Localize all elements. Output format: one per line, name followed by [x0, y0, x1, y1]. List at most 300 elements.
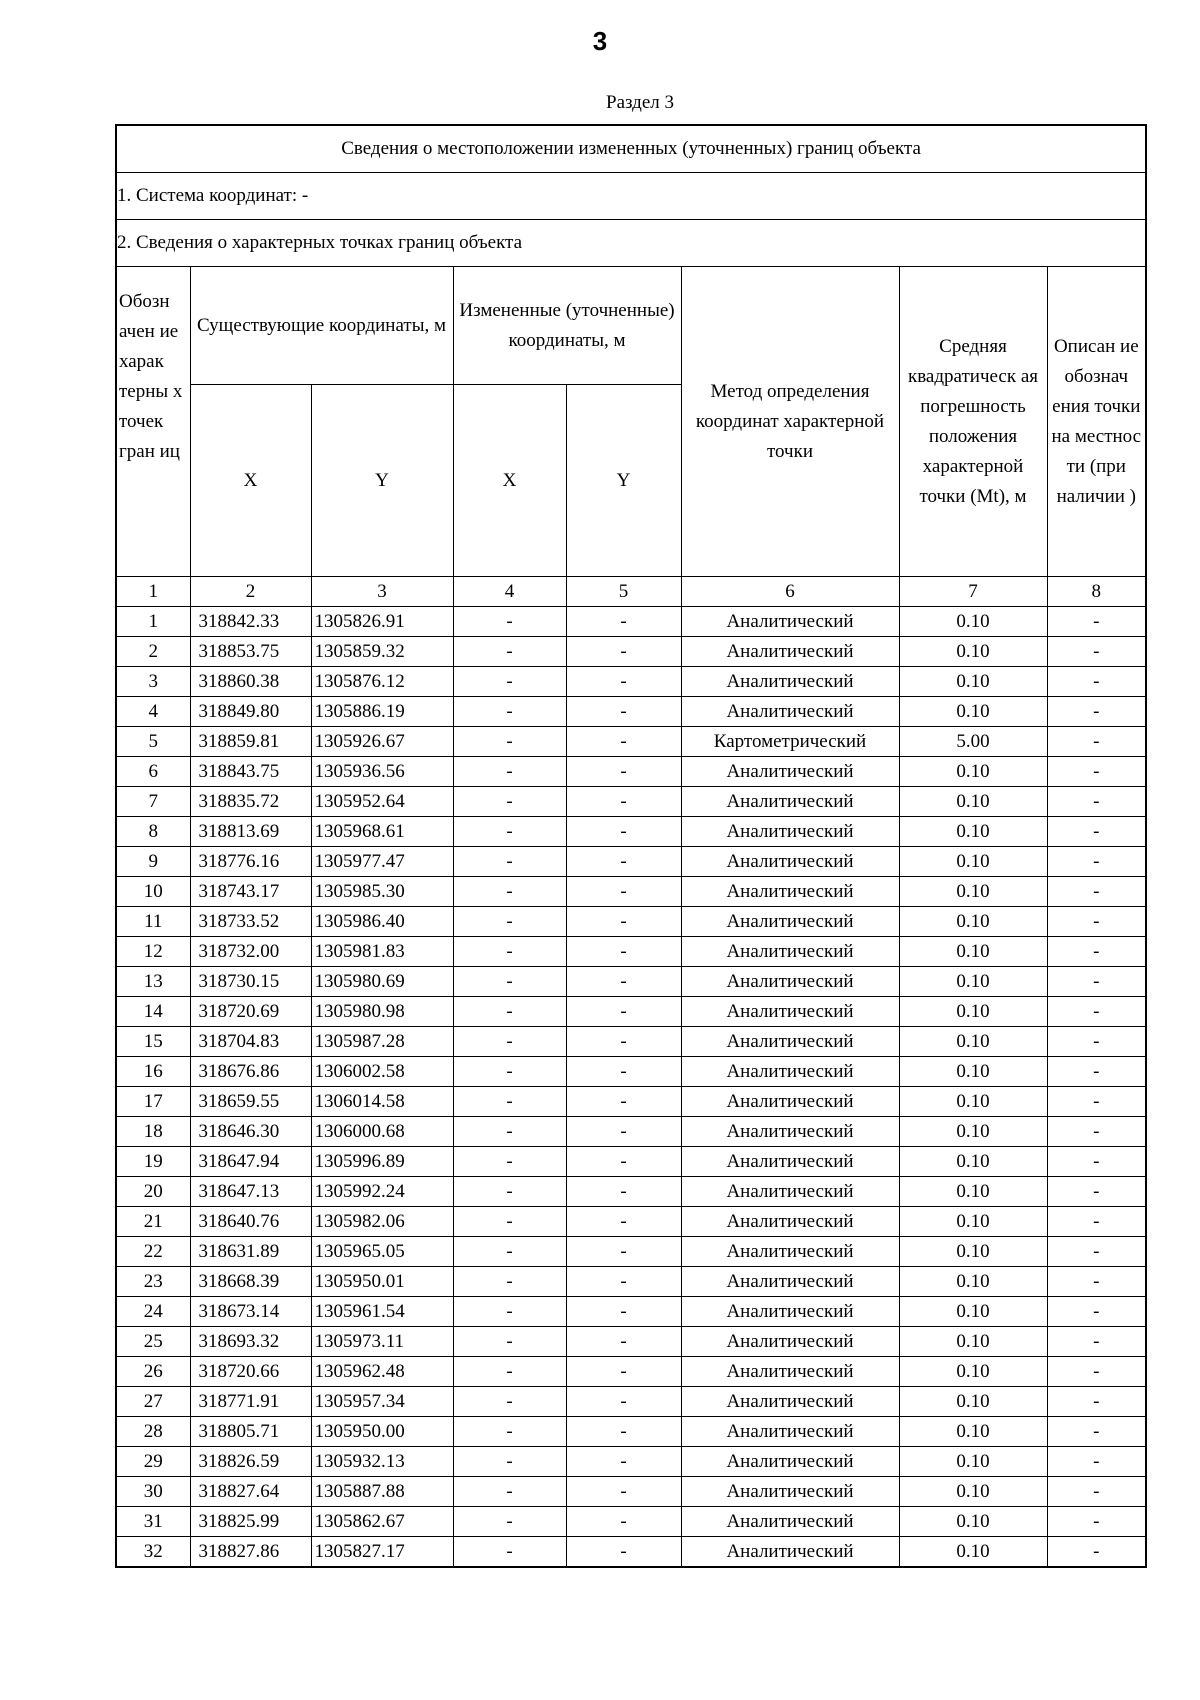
- table-row: [116, 607, 1146, 637]
- cell-description: -: [1047, 607, 1146, 637]
- cell-existing-y: 1305926.67: [311, 727, 453, 757]
- cell-changed-x: -: [453, 1417, 566, 1447]
- column-number: 5: [566, 577, 681, 607]
- cell-method: Аналитический: [681, 1387, 899, 1417]
- cell-changed-x: -: [453, 1117, 566, 1147]
- cell-changed-y: -: [566, 1387, 681, 1417]
- table-row: [116, 1027, 1146, 1057]
- cell-description: -: [1047, 1177, 1146, 1207]
- cell-changed-x: -: [453, 1267, 566, 1297]
- cell-point-number: 14: [116, 997, 190, 1027]
- cell-mt-error: 0.10: [899, 637, 1047, 667]
- cell-mt-error: 0.10: [899, 877, 1047, 907]
- cell-point-number: 8: [116, 817, 190, 847]
- cell-method: Аналитический: [681, 907, 899, 937]
- table-title: Сведения о местоположении измененных (уточненных) границ объекта: [116, 125, 1146, 173]
- cell-description: -: [1047, 1267, 1146, 1297]
- cell-mt-error: 0.10: [899, 667, 1047, 697]
- cell-point-number: 23: [116, 1267, 190, 1297]
- cell-method: Аналитический: [681, 607, 899, 637]
- cell-existing-y: 1305932.13: [311, 1447, 453, 1477]
- cell-point-number: 30: [116, 1477, 190, 1507]
- cell-changed-y: -: [566, 667, 681, 697]
- cell-changed-y: -: [566, 1417, 681, 1447]
- cell-existing-y: 1306000.68: [311, 1117, 453, 1147]
- header-description: Описан ие обознач ения точки на местнос ти (при наличии ): [1047, 267, 1146, 577]
- cell-point-number: 7: [116, 787, 190, 817]
- table-row: [116, 1387, 1146, 1417]
- cell-changed-y: -: [566, 967, 681, 997]
- cell-point-number: 17: [116, 1087, 190, 1117]
- boundary-points-table: [115, 124, 1147, 1568]
- cell-method: Аналитический: [681, 817, 899, 847]
- cell-changed-x: -: [453, 1027, 566, 1057]
- cell-changed-y: -: [566, 847, 681, 877]
- cell-existing-y: 1305996.89: [311, 1147, 453, 1177]
- cell-existing-y: 1305826.91: [311, 607, 453, 637]
- column-number: 4: [453, 577, 566, 607]
- cell-mt-error: 0.10: [899, 1267, 1047, 1297]
- cell-existing-y: 1305961.54: [311, 1297, 453, 1327]
- cell-existing-x: 318843.75: [190, 757, 311, 787]
- table-row: [116, 1087, 1146, 1117]
- cell-changed-x: -: [453, 787, 566, 817]
- cell-existing-y: 1305981.83: [311, 937, 453, 967]
- table-row: [116, 1147, 1146, 1177]
- table-row: [116, 997, 1146, 1027]
- cell-method: Аналитический: [681, 877, 899, 907]
- cell-point-number: 1: [116, 607, 190, 637]
- table-row: [116, 697, 1146, 727]
- cell-mt-error: 0.10: [899, 1327, 1047, 1357]
- cell-description: -: [1047, 1507, 1146, 1537]
- column-number: 2: [190, 577, 311, 607]
- cell-method: Аналитический: [681, 1357, 899, 1387]
- cell-method: Аналитический: [681, 937, 899, 967]
- cell-existing-x: 318647.94: [190, 1147, 311, 1177]
- cell-mt-error: 0.10: [899, 1087, 1047, 1117]
- cell-method: Аналитический: [681, 1327, 899, 1357]
- cell-changed-y: -: [566, 1297, 681, 1327]
- cell-description: -: [1047, 1417, 1146, 1447]
- cell-changed-x: -: [453, 1087, 566, 1117]
- cell-existing-x: 318859.81: [190, 727, 311, 757]
- column-number: 8: [1047, 577, 1146, 607]
- cell-description: -: [1047, 1447, 1146, 1477]
- cell-description: -: [1047, 1117, 1146, 1147]
- cell-existing-x: 318827.64: [190, 1477, 311, 1507]
- cell-mt-error: 0.10: [899, 1387, 1047, 1417]
- table-row: [116, 727, 1146, 757]
- cell-mt-error: 0.10: [899, 1537, 1047, 1568]
- cell-point-number: 27: [116, 1387, 190, 1417]
- cell-existing-x: 318842.33: [190, 607, 311, 637]
- cell-existing-x: 318631.89: [190, 1237, 311, 1267]
- cell-changed-y: -: [566, 1057, 681, 1087]
- cell-changed-x: -: [453, 997, 566, 1027]
- cell-mt-error: 0.10: [899, 1237, 1047, 1267]
- cell-description: -: [1047, 697, 1146, 727]
- cell-method: Аналитический: [681, 1417, 899, 1447]
- cell-point-number: 11: [116, 907, 190, 937]
- table-row: [116, 1057, 1146, 1087]
- cell-changed-y: -: [566, 937, 681, 967]
- cell-point-number: 32: [116, 1537, 190, 1568]
- cell-point-number: 20: [116, 1177, 190, 1207]
- cell-existing-x: 318835.72: [190, 787, 311, 817]
- cell-existing-y: 1305952.64: [311, 787, 453, 817]
- cell-changed-y: -: [566, 1117, 681, 1147]
- cell-description: -: [1047, 1477, 1146, 1507]
- cell-method: Аналитический: [681, 997, 899, 1027]
- cell-changed-x: -: [453, 907, 566, 937]
- cell-description: -: [1047, 1207, 1146, 1237]
- cell-existing-x: 318860.38: [190, 667, 311, 697]
- cell-description: -: [1047, 1147, 1146, 1177]
- column-number: 7: [899, 577, 1047, 607]
- table-row: [116, 937, 1146, 967]
- cell-existing-y: 1305965.05: [311, 1237, 453, 1267]
- header-point-designation: Обозн ачен ие харак терны х точек гран иц: [116, 267, 190, 577]
- table-row: [116, 1207, 1146, 1237]
- table-row: [116, 667, 1146, 697]
- cell-method: Аналитический: [681, 1177, 899, 1207]
- cell-method: Аналитический: [681, 697, 899, 727]
- cell-changed-x: -: [453, 1207, 566, 1237]
- table-row: [116, 757, 1146, 787]
- cell-mt-error: 5.00: [899, 727, 1047, 757]
- cell-changed-y: -: [566, 637, 681, 667]
- cell-changed-x: -: [453, 1147, 566, 1177]
- cell-changed-x: -: [453, 1327, 566, 1357]
- cell-existing-y: 1305957.34: [311, 1387, 453, 1417]
- cell-existing-y: 1306014.58: [311, 1087, 453, 1117]
- cell-description: -: [1047, 1537, 1146, 1568]
- cell-existing-x: 318805.71: [190, 1417, 311, 1447]
- cell-changed-y: -: [566, 1507, 681, 1537]
- cell-changed-x: -: [453, 697, 566, 727]
- cell-existing-y: 1305950.01: [311, 1267, 453, 1297]
- cell-mt-error: 0.10: [899, 847, 1047, 877]
- cell-existing-y: 1305977.47: [311, 847, 453, 877]
- cell-mt-error: 0.10: [899, 787, 1047, 817]
- cell-existing-y: 1305950.00: [311, 1417, 453, 1447]
- table-row: [116, 1537, 1146, 1568]
- cell-existing-y: 1305985.30: [311, 877, 453, 907]
- cell-existing-x: 318776.16: [190, 847, 311, 877]
- header-changed-coords: Измененные (уточненные) координаты, м: [453, 267, 681, 385]
- cell-mt-error: 0.10: [899, 1057, 1047, 1087]
- cell-method: Аналитический: [681, 1207, 899, 1237]
- cell-existing-y: 1305876.12: [311, 667, 453, 697]
- cell-existing-x: 318732.00: [190, 937, 311, 967]
- cell-method: Аналитический: [681, 637, 899, 667]
- cell-method: Аналитический: [681, 1027, 899, 1057]
- header-changed-x: X: [453, 385, 566, 577]
- cell-changed-x: -: [453, 1177, 566, 1207]
- cell-existing-x: 318640.76: [190, 1207, 311, 1237]
- table-row: [116, 907, 1146, 937]
- cell-point-number: 4: [116, 697, 190, 727]
- cell-point-number: 22: [116, 1237, 190, 1267]
- table-row: [116, 967, 1146, 997]
- cell-existing-x: 318771.91: [190, 1387, 311, 1417]
- cell-changed-x: -: [453, 1537, 566, 1568]
- table-row: [116, 847, 1146, 877]
- cell-existing-y: 1305827.17: [311, 1537, 453, 1568]
- cell-point-number: 9: [116, 847, 190, 877]
- cell-changed-x: -: [453, 1297, 566, 1327]
- cell-mt-error: 0.10: [899, 1477, 1047, 1507]
- cell-mt-error: 0.10: [899, 1177, 1047, 1207]
- cell-point-number: 12: [116, 937, 190, 967]
- header-existing-coords: Существующие координаты, м: [190, 267, 453, 385]
- table-row: [116, 1117, 1146, 1147]
- cell-existing-x: 318733.52: [190, 907, 311, 937]
- table-row: [116, 1357, 1146, 1387]
- cell-method: Аналитический: [681, 967, 899, 997]
- cell-description: -: [1047, 757, 1146, 787]
- cell-point-number: 6: [116, 757, 190, 787]
- cell-changed-x: -: [453, 937, 566, 967]
- cell-changed-y: -: [566, 1207, 681, 1237]
- cell-changed-y: -: [566, 877, 681, 907]
- cell-changed-y: -: [566, 1327, 681, 1357]
- cell-existing-x: 318826.59: [190, 1447, 311, 1477]
- cell-changed-x: -: [453, 817, 566, 847]
- cell-mt-error: 0.10: [899, 607, 1047, 637]
- cell-changed-y: -: [566, 1447, 681, 1477]
- cell-description: -: [1047, 1357, 1146, 1387]
- cell-point-number: 3: [116, 667, 190, 697]
- cell-mt-error: 0.10: [899, 997, 1047, 1027]
- cell-changed-y: -: [566, 697, 681, 727]
- cell-description: -: [1047, 667, 1146, 697]
- table-row: [116, 1447, 1146, 1477]
- cell-changed-y: -: [566, 1477, 681, 1507]
- table-row: [116, 1237, 1146, 1267]
- cell-existing-y: 1305859.32: [311, 637, 453, 667]
- cell-existing-y: 1305987.28: [311, 1027, 453, 1057]
- cell-mt-error: 0.10: [899, 1297, 1047, 1327]
- section-title: Раздел 3: [606, 92, 674, 113]
- cell-description: -: [1047, 997, 1146, 1027]
- cell-changed-y: -: [566, 907, 681, 937]
- cell-existing-x: 318730.15: [190, 967, 311, 997]
- cell-mt-error: 0.10: [899, 1357, 1047, 1387]
- cell-method: Аналитический: [681, 1237, 899, 1267]
- cell-existing-y: 1305982.06: [311, 1207, 453, 1237]
- cell-method: Картометрический: [681, 727, 899, 757]
- cell-description: -: [1047, 847, 1146, 877]
- cell-description: -: [1047, 817, 1146, 847]
- cell-changed-y: -: [566, 817, 681, 847]
- cell-point-number: 31: [116, 1507, 190, 1537]
- cell-point-number: 28: [116, 1417, 190, 1447]
- cell-existing-x: 318825.99: [190, 1507, 311, 1537]
- cell-point-number: 16: [116, 1057, 190, 1087]
- header-mt-error: Средняя квадратическ ая погрешность положения характерной точки (Mt), м: [899, 267, 1047, 577]
- cell-existing-x: 318659.55: [190, 1087, 311, 1117]
- cell-point-number: 26: [116, 1357, 190, 1387]
- column-number: 6: [681, 577, 899, 607]
- cell-description: -: [1047, 937, 1146, 967]
- cell-method: Аналитический: [681, 1507, 899, 1537]
- cell-point-number: 19: [116, 1147, 190, 1177]
- column-number: 3: [311, 577, 453, 607]
- cell-existing-x: 318849.80: [190, 697, 311, 727]
- page-number: 3: [592, 26, 608, 56]
- cell-mt-error: 0.10: [899, 937, 1047, 967]
- cell-existing-y: 1305980.69: [311, 967, 453, 997]
- cell-changed-y: -: [566, 1537, 681, 1568]
- cell-mt-error: 0.10: [899, 1117, 1047, 1147]
- cell-mt-error: 0.10: [899, 817, 1047, 847]
- cell-changed-y: -: [566, 1027, 681, 1057]
- cell-mt-error: 0.10: [899, 757, 1047, 787]
- cell-description: -: [1047, 1237, 1146, 1267]
- cell-existing-x: 318813.69: [190, 817, 311, 847]
- cell-point-number: 2: [116, 637, 190, 667]
- cell-changed-x: -: [453, 1507, 566, 1537]
- table-row: [116, 1297, 1146, 1327]
- cell-mt-error: 0.10: [899, 1417, 1047, 1447]
- cell-existing-y: 1305962.48: [311, 1357, 453, 1387]
- cell-changed-y: -: [566, 1177, 681, 1207]
- table-row: [116, 787, 1146, 817]
- cell-point-number: 29: [116, 1447, 190, 1477]
- cell-method: Аналитический: [681, 1477, 899, 1507]
- header-existing-y: Y: [311, 385, 453, 577]
- cell-description: -: [1047, 1327, 1146, 1357]
- cell-point-number: 15: [116, 1027, 190, 1057]
- table-row: [116, 1177, 1146, 1207]
- cell-changed-x: -: [453, 1387, 566, 1417]
- cell-changed-x: -: [453, 757, 566, 787]
- cell-point-number: 5: [116, 727, 190, 757]
- cell-existing-y: 1305973.11: [311, 1327, 453, 1357]
- cell-existing-x: 318720.66: [190, 1357, 311, 1387]
- cell-existing-x: 318743.17: [190, 877, 311, 907]
- cell-description: -: [1047, 637, 1146, 667]
- table-row: [116, 1267, 1146, 1297]
- cell-changed-y: -: [566, 1237, 681, 1267]
- cell-point-number: 25: [116, 1327, 190, 1357]
- cell-changed-x: -: [453, 1477, 566, 1507]
- cell-method: Аналитический: [681, 1447, 899, 1477]
- cell-changed-x: -: [453, 877, 566, 907]
- cell-changed-x: -: [453, 727, 566, 757]
- cell-changed-x: -: [453, 1057, 566, 1087]
- cell-mt-error: 0.10: [899, 1507, 1047, 1537]
- cell-existing-y: 1305887.88: [311, 1477, 453, 1507]
- cell-changed-x: -: [453, 637, 566, 667]
- cell-existing-x: 318673.14: [190, 1297, 311, 1327]
- cell-changed-x: -: [453, 1237, 566, 1267]
- cell-method: Аналитический: [681, 847, 899, 877]
- cell-changed-x: -: [453, 1357, 566, 1387]
- cell-existing-x: 318676.86: [190, 1057, 311, 1087]
- cell-changed-y: -: [566, 1087, 681, 1117]
- cell-description: -: [1047, 1297, 1146, 1327]
- cell-method: Аналитический: [681, 787, 899, 817]
- cell-changed-x: -: [453, 607, 566, 637]
- header-method: Метод определения координат характерной точки: [681, 267, 899, 577]
- cell-existing-x: 318827.86: [190, 1537, 311, 1568]
- cell-point-number: 21: [116, 1207, 190, 1237]
- cell-description: -: [1047, 787, 1146, 817]
- cell-method: Аналитический: [681, 1147, 899, 1177]
- table-row: [116, 877, 1146, 907]
- cell-existing-y: 1305992.24: [311, 1177, 453, 1207]
- cell-method: Аналитический: [681, 1117, 899, 1147]
- cell-description: -: [1047, 727, 1146, 757]
- cell-method: Аналитический: [681, 1087, 899, 1117]
- cell-changed-y: -: [566, 727, 681, 757]
- cell-description: -: [1047, 1087, 1146, 1117]
- cell-description: -: [1047, 907, 1146, 937]
- cell-existing-y: 1305936.56: [311, 757, 453, 787]
- table-row: [116, 817, 1146, 847]
- cell-existing-y: 1305862.67: [311, 1507, 453, 1537]
- cell-mt-error: 0.10: [899, 1447, 1047, 1477]
- cell-existing-x: 318693.32: [190, 1327, 311, 1357]
- cell-changed-x: -: [453, 667, 566, 697]
- header-changed-y: Y: [566, 385, 681, 577]
- table-row: [116, 1327, 1146, 1357]
- cell-changed-y: -: [566, 1147, 681, 1177]
- cell-mt-error: 0.10: [899, 1027, 1047, 1057]
- table-row: [116, 1417, 1146, 1447]
- cell-changed-y: -: [566, 1357, 681, 1387]
- cell-description: -: [1047, 1387, 1146, 1417]
- cell-method: Аналитический: [681, 1057, 899, 1087]
- cell-method: Аналитический: [681, 1297, 899, 1327]
- cell-existing-y: 1305886.19: [311, 697, 453, 727]
- cell-method: Аналитический: [681, 1267, 899, 1297]
- cell-changed-x: -: [453, 847, 566, 877]
- cell-mt-error: 0.10: [899, 967, 1047, 997]
- cell-existing-x: 318647.13: [190, 1177, 311, 1207]
- points-section-title: 2. Сведения о характерных точках границ объекта: [116, 220, 1146, 267]
- cell-existing-x: 318720.69: [190, 997, 311, 1027]
- cell-description: -: [1047, 877, 1146, 907]
- cell-point-number: 18: [116, 1117, 190, 1147]
- cell-changed-y: -: [566, 997, 681, 1027]
- cell-existing-x: 318853.75: [190, 637, 311, 667]
- cell-mt-error: 0.10: [899, 1147, 1047, 1177]
- cell-description: -: [1047, 967, 1146, 997]
- cell-changed-x: -: [453, 1447, 566, 1477]
- cell-method: Аналитический: [681, 1537, 899, 1568]
- cell-method: Аналитический: [681, 757, 899, 787]
- column-numbers-row: [116, 577, 1146, 607]
- cell-point-number: 10: [116, 877, 190, 907]
- cell-mt-error: 0.10: [899, 1207, 1047, 1237]
- table-row: [116, 637, 1146, 667]
- cell-existing-y: 1305980.98: [311, 997, 453, 1027]
- cell-changed-y: -: [566, 787, 681, 817]
- cell-point-number: 24: [116, 1297, 190, 1327]
- cell-mt-error: 0.10: [899, 697, 1047, 727]
- cell-existing-y: 1305986.40: [311, 907, 453, 937]
- cell-method: Аналитический: [681, 667, 899, 697]
- cell-description: -: [1047, 1057, 1146, 1087]
- cell-changed-y: -: [566, 757, 681, 787]
- column-number: 1: [116, 577, 190, 607]
- cell-existing-x: 318704.83: [190, 1027, 311, 1057]
- cell-description: -: [1047, 1027, 1146, 1057]
